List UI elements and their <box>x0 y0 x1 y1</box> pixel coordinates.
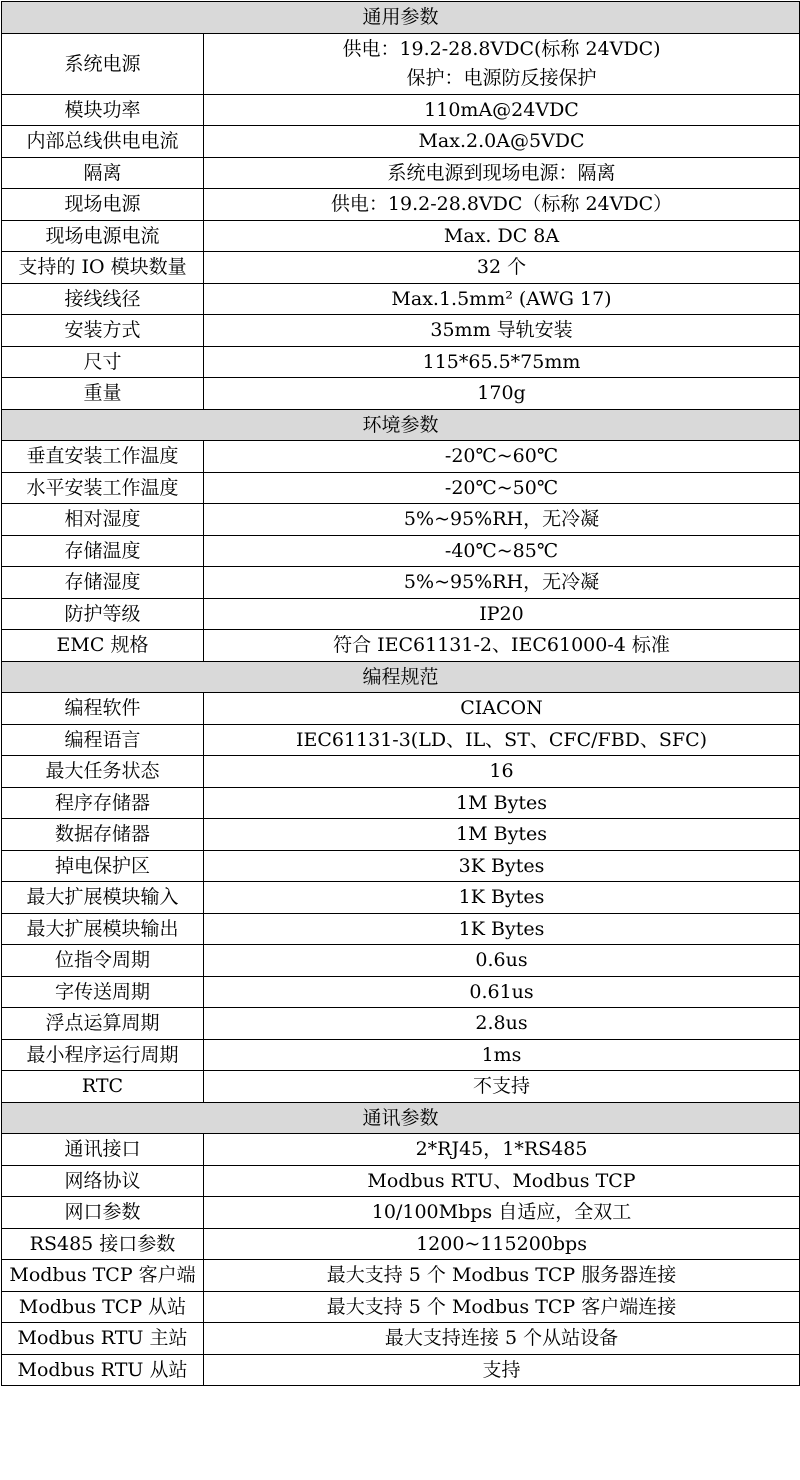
table-row <box>2 472 800 504</box>
row-label: 系统电源 <box>2 33 204 94</box>
power-protection-line: 保护：电源防反接保护 <box>406 66 597 89</box>
table-row <box>2 567 800 599</box>
row-label: 位指令周期 <box>2 945 204 977</box>
row-label: RTC <box>2 1071 204 1103</box>
row-value: 最大支持 5 个 Modbus TCP 服务器连接 <box>204 1260 800 1292</box>
table-row <box>2 1071 800 1103</box>
row-value: 1200~115200bps <box>204 1228 800 1260</box>
row-value: 1M Bytes <box>204 787 800 819</box>
row-value: 16 <box>204 756 800 788</box>
table-row <box>2 724 800 756</box>
row-value: 最大支持连接 5 个从站设备 <box>204 1323 800 1355</box>
table-row <box>2 945 800 977</box>
row-value: 支持 <box>204 1354 800 1386</box>
power-supply-line: 供电：19.2-28.8VDC(标称 24VDC) <box>342 37 661 60</box>
row-value: 32 个 <box>204 252 800 284</box>
section-title: 通用参数 <box>2 2 800 34</box>
row-value: IEC61131-3(LD、IL、ST、CFC/FBD、SFC) <box>204 724 800 756</box>
row-label: 掉电保护区 <box>2 850 204 882</box>
row-value: IP20 <box>204 598 800 630</box>
table-row <box>2 850 800 882</box>
table-row <box>2 1323 800 1355</box>
section-environment <box>2 409 800 441</box>
table-row <box>2 1039 800 1071</box>
table-row <box>2 94 800 126</box>
row-value: CIACON <box>204 693 800 725</box>
row-value: 5%~95%RH，无冷凝 <box>204 567 800 599</box>
table-row <box>2 1134 800 1166</box>
row-label: Modbus RTU 从站 <box>2 1354 204 1386</box>
row-label: 垂直安装工作温度 <box>2 441 204 473</box>
row-label: EMC 规格 <box>2 630 204 662</box>
row-label: 数据存储器 <box>2 819 204 851</box>
table-row <box>2 535 800 567</box>
table-row <box>2 1008 800 1040</box>
row-label: 重量 <box>2 378 204 410</box>
row-label: 水平安装工作温度 <box>2 472 204 504</box>
section-title: 通讯参数 <box>2 1102 800 1134</box>
row-value: 0.61us <box>204 976 800 1008</box>
table-row <box>2 756 800 788</box>
row-value: 1M Bytes <box>204 819 800 851</box>
row-label: 程序存储器 <box>2 787 204 819</box>
section-communication <box>2 1102 800 1134</box>
row-label: 存储湿度 <box>2 567 204 599</box>
row-label: 现场电源 <box>2 189 204 221</box>
table-row <box>2 220 800 252</box>
row-label: 模块功率 <box>2 94 204 126</box>
table-row <box>2 441 800 473</box>
row-value: 115*65.5*75mm <box>204 346 800 378</box>
row-label: 接线线径 <box>2 283 204 315</box>
row-value: 供电：19.2-28.8VDC（标称 24VDC） <box>204 189 800 221</box>
row-label: 内部总线供电电流 <box>2 126 204 158</box>
row-label: Modbus TCP 客户端 <box>2 1260 204 1292</box>
table-row <box>2 283 800 315</box>
table-row <box>2 1165 800 1197</box>
table-row <box>2 1197 800 1229</box>
table-row <box>2 33 800 94</box>
table-row <box>2 913 800 945</box>
section-title: 环境参数 <box>2 409 800 441</box>
table-row <box>2 1291 800 1323</box>
row-label: Modbus RTU 主站 <box>2 1323 204 1355</box>
table-row <box>2 630 800 662</box>
section-title: 编程规范 <box>2 661 800 693</box>
table-row <box>2 1354 800 1386</box>
row-label: 尺寸 <box>2 346 204 378</box>
row-value: 170g <box>204 378 800 410</box>
row-value <box>204 33 800 94</box>
row-value: -20℃~50℃ <box>204 472 800 504</box>
table-row <box>2 882 800 914</box>
row-label: 网口参数 <box>2 1197 204 1229</box>
row-label: 最大任务状态 <box>2 756 204 788</box>
row-label: 编程语言 <box>2 724 204 756</box>
row-value: 1K Bytes <box>204 913 800 945</box>
row-value: 系统电源到现场电源：隔离 <box>204 157 800 189</box>
row-label: 最大扩展模块输出 <box>2 913 204 945</box>
row-label: 浮点运算周期 <box>2 1008 204 1040</box>
row-value: Max.2.0A@5VDC <box>204 126 800 158</box>
table-row <box>2 787 800 819</box>
table-row <box>2 189 800 221</box>
row-value: 2*RJ45，1*RS485 <box>204 1134 800 1166</box>
table-row <box>2 504 800 536</box>
row-label: 最小程序运行周期 <box>2 1039 204 1071</box>
table-row <box>2 157 800 189</box>
row-value: Modbus RTU、Modbus TCP <box>204 1165 800 1197</box>
row-label: 字传送周期 <box>2 976 204 1008</box>
row-value: 2.8us <box>204 1008 800 1040</box>
row-label: 最大扩展模块输入 <box>2 882 204 914</box>
row-label: 通讯接口 <box>2 1134 204 1166</box>
row-value: 5%~95%RH，无冷凝 <box>204 504 800 536</box>
row-value: Max. DC 8A <box>204 220 800 252</box>
row-label: 存储温度 <box>2 535 204 567</box>
table-row <box>2 976 800 1008</box>
row-value: 不支持 <box>204 1071 800 1103</box>
table-row <box>2 598 800 630</box>
row-value: Max.1.5mm² (AWG 17) <box>204 283 800 315</box>
row-value: 35mm 导轨安装 <box>204 315 800 347</box>
row-label: RS485 接口参数 <box>2 1228 204 1260</box>
row-value: -40℃~85℃ <box>204 535 800 567</box>
table-row <box>2 378 800 410</box>
row-value: -20℃~60℃ <box>204 441 800 473</box>
row-label: 相对湿度 <box>2 504 204 536</box>
row-label: 隔离 <box>2 157 204 189</box>
row-value: 最大支持 5 个 Modbus TCP 客户端连接 <box>204 1291 800 1323</box>
table-row <box>2 1260 800 1292</box>
table-row <box>2 252 800 284</box>
section-general <box>2 2 800 34</box>
row-label: 编程软件 <box>2 693 204 725</box>
row-value: 3K Bytes <box>204 850 800 882</box>
row-value: 0.6us <box>204 945 800 977</box>
table-row <box>2 315 800 347</box>
row-label: 防护等级 <box>2 598 204 630</box>
table-row <box>2 819 800 851</box>
row-label: Modbus TCP 从站 <box>2 1291 204 1323</box>
row-value: 110mA@24VDC <box>204 94 800 126</box>
row-value: 1K Bytes <box>204 882 800 914</box>
spec-table <box>1 1 800 1386</box>
table-row <box>2 1228 800 1260</box>
row-label: 支持的 IO 模块数量 <box>2 252 204 284</box>
table-row <box>2 693 800 725</box>
table-row <box>2 126 800 158</box>
table-row <box>2 346 800 378</box>
section-programming <box>2 661 800 693</box>
row-value: 10/100Mbps 自适应，全双工 <box>204 1197 800 1229</box>
row-label: 安装方式 <box>2 315 204 347</box>
row-label: 现场电源电流 <box>2 220 204 252</box>
row-label: 网络协议 <box>2 1165 204 1197</box>
row-value: 1ms <box>204 1039 800 1071</box>
row-value: 符合 IEC61131-2、IEC61000-4 标准 <box>204 630 800 662</box>
